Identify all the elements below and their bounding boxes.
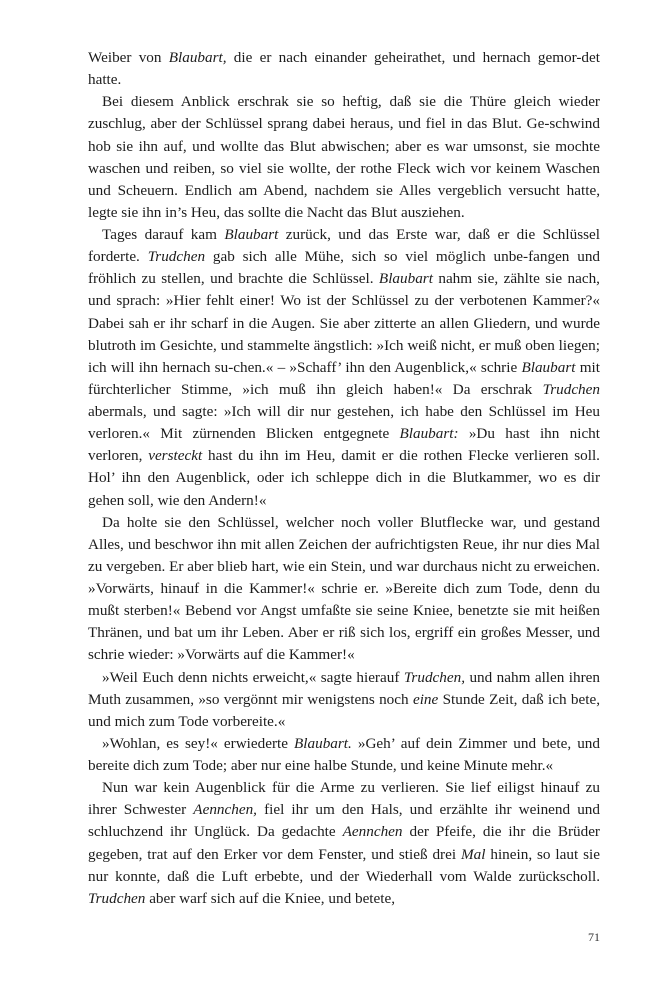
- italic-name: Trudchen: [147, 248, 206, 266]
- paragraph-7: Nun war kein Augenblick für die Arme zu verlieren. Sie lief eiligst hinauf zu ihrer Schwester Aennchen, fiel ihr um den Hals, und erzählte ihr weinend und schluchzend ihr Unglück. Da gedachte Aennchen der Pfeife, die ihr die Brüder gegeben, trat auf den Erker vor dem Fenster, und stieß drei Mal hinein, so laut sie nur konnte, daß die Luft erbebte, und der Wiederhall vom Walde zurückscholl. Trudchen aber warf sich auf die Kniee, und betete,: [88, 779, 600, 907]
- italic-name: Blaubart: [378, 270, 433, 288]
- italic-name: Blaubart: [521, 358, 576, 376]
- paragraph-4: Da holte sie den Schlüssel, welcher noch voller Blutflecke war, und gestand Alles, und beschwor ihn mit allen Zeichen der aufrichtigsten Reue, ihr nur dies Mal zu vergeben. Er aber blieb hart, wie ein Stein, und war durchaus nicht zu erweichen. »Vorwärts, hinauf in die Kammer!« schrie er. »Bereite dich zum Tode, denn du mußt sterben!« Bebend vor Angst umfaßte sie seine Kniee, benetzte sie mit heißen Thränen, und bat um ihr Leben. Aber er riß sich los, ergriff ein großes Messer, und schrie wieder: »Vorwärts auf die Kammer!«: [88, 513, 600, 664]
- italic-name: Trudchen,: [403, 668, 466, 686]
- italic-name: versteckt: [148, 447, 203, 465]
- body-text: [88, 47, 600, 910]
- italic-name: Trudchen: [542, 380, 600, 398]
- italic-name: Blaubart:: [399, 425, 459, 443]
- paragraph-1: Weiber von Blaubart, die er nach einander geheirathet, und hernach gemor-det hatte.: [88, 49, 600, 89]
- italic-name: Blaubart.: [294, 734, 352, 752]
- italic-name: Trudchen: [88, 889, 146, 907]
- italic-name: eine: [412, 690, 439, 708]
- italic-name: Blaubart,: [168, 49, 227, 66]
- italic-name: Mal: [460, 845, 486, 863]
- paragraph-2: Bei diesem Anblick erschrak sie so heftig, daß sie die Thüre gleich wieder zuschlug, aber der Schlüssel sprang dabei heraus, und fiel in das Blut. Ge-schwind hob sie ihn auf, und wollte das Blut abwischen; aber es war umsonst, sie mochte waschen und reiben, so viel sie wollte, der rothe Fleck wich vor keinem Waschen und Scheuern. Endlich am Abend, nachdem sie Alles vergeblich versucht hatte, legte sie ihn in’s Heu, das sollte die Nacht das Blut ausziehen.: [88, 93, 600, 221]
- paragraph-5: »Weil Euch denn nichts erweicht,« sagte hierauf Trudchen, und nahm allen ihren Muth zusammen, »so vergönnt mir wenigstens noch eine Stunde Zeit, daß ich bete, und mich zum Tode vorbereite.«: [88, 668, 600, 730]
- paragraph-3: Tages darauf kam Blaubart zurück, und das Erste war, daß er die Schlüssel forderte. Trudchen gab sich alle Mühe, sich so viel möglich unbe-fangen und fröhlich zu stellen, und brachte die Schlüssel. Blaubart nahm sie, zählte sie nach, und sprach: »Hier fehlt einer! Wo ist der Schlüssel zu der verbotenen Kammer?« Dabei sah er ihr scharf in die Augen. Sie aber zitterte an allen Gliedern, und wurde blutroth im Gesichte, und stammelte ängstlich: »Ich weiß nicht, er muß oben liegen; ich will ihn hernach su-chen.« – »Schaff’ ihn den Augenblick,« schrie Blaubart mit fürchterlicher Stimme, »ich muß ihn gleich haben!« Da erschrak Trudchen abermals, und sagte: »Ich will dir nur gestehen, ich habe den Schlüssel im Heu verloren.« Mit zürnenden Blicken entgegnete Blaubart: »Du hast ihn nicht verloren, versteckt hast du ihn im Heu, damit er die rothen Flecke verlieren soll. Hol’ ihn den Augenblick, oder ich schleppe dich in die Blutkammer, wo es dir gehen soll, wie den Andern!«: [88, 226, 601, 509]
- italic-name: Aennchen: [342, 823, 403, 841]
- page-number: 71: [588, 930, 600, 944]
- italic-name: Aennchen,: [193, 801, 257, 819]
- paragraph-6: »Wohlan, es sey!« erwiederte Blaubart. »Geh’ auf dein Zimmer und bete, und bereite dich zum Tode; aber nur eine halbe Stunde, und keine Minute mehr.«: [88, 734, 600, 774]
- italic-name: Blaubart: [224, 226, 279, 243]
